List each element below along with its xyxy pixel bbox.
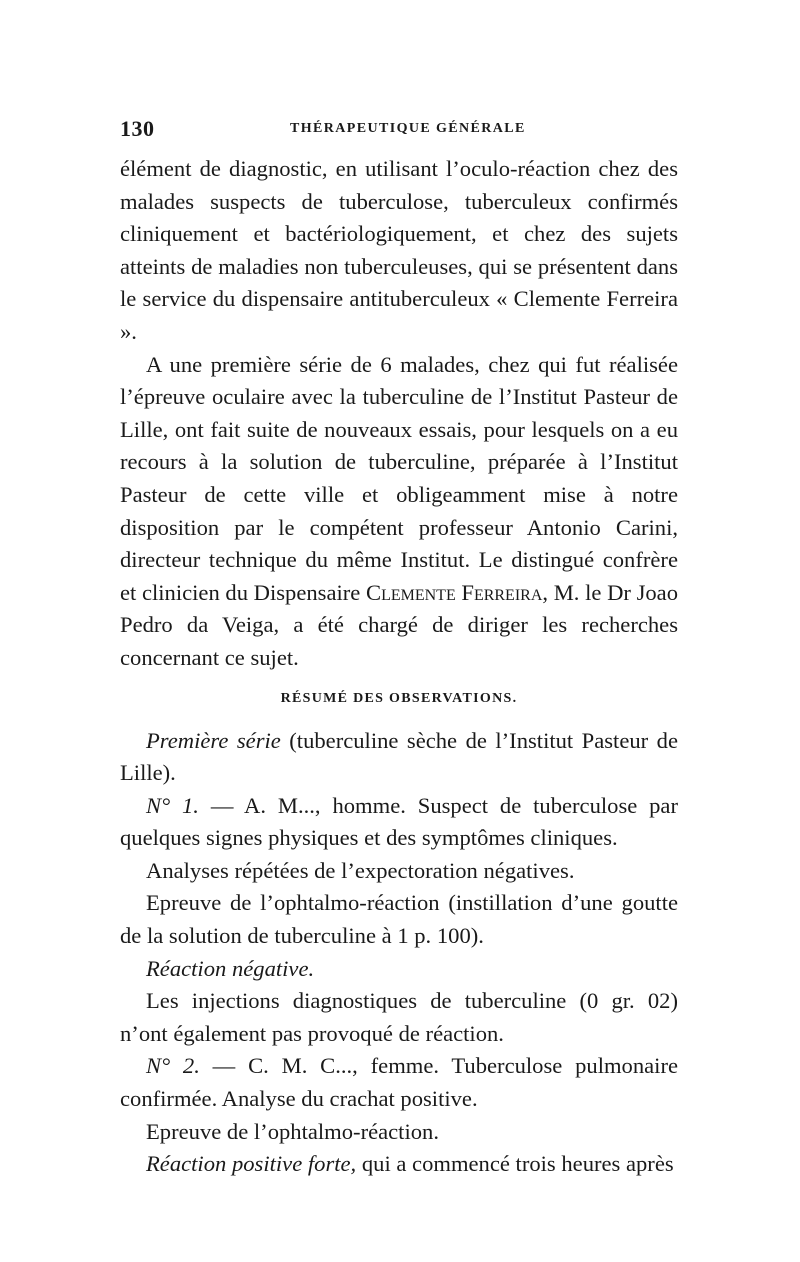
observation-2-reaction: [120, 1148, 678, 1181]
paragraph-intro: élément de diagnostic, en utilisant l’oculo-réaction chez des malades suspects de tuberculose, tuberculeux confirmés cliniquement et bactériologiquement, et chez des sujets atteints de maladies non tuberculeuses, qui se présentent dans le service du dispensaire antituberculeux « Clemente Ferreira ».: [120, 156, 678, 344]
series-title-line: [120, 725, 678, 790]
observation-2-number: N° 2.: [146, 1053, 200, 1079]
observation-2: [120, 1050, 678, 1115]
observation-1-analyses: Analyses répétées de l’expectoration négatives.: [146, 857, 575, 883]
paragraph-first-series-text-2: , M. le: [542, 579, 602, 605]
observation-1-epreuve: Epreuve de l’ophtalmo-réaction (instillation d’une goutte de la solution de tuberculine à 1 p. 100).: [120, 890, 678, 949]
paragraph-first-series: [120, 349, 678, 675]
page-header: [120, 116, 680, 144]
observation-2-text: — C. M. C..., femme. Tuberculose pulmonaire confirmée. Analyse du crachat positive.: [120, 1053, 678, 1112]
observation-1-reaction-text: Réaction négative.: [146, 955, 315, 981]
body-text: [120, 153, 678, 1181]
section-heading: RÉSUMÉ DES OBSERVATIONS.: [280, 690, 518, 706]
dispensaire-name: Clemente Ferreira: [366, 579, 543, 605]
observation-1-reaction: [120, 953, 678, 986]
paragraph-first-series-text-3: Joao Pedro da Veiga, a été chargé de diriger les recherches concernant ce sujet.: [120, 579, 679, 670]
observation-2-reaction-text: Réaction positive forte,: [146, 1151, 357, 1177]
observation-2-reaction-rest: qui a commencé trois heures après: [356, 1151, 674, 1177]
running-title: THÉRAPEUTIQUE GÉNÉRALE: [290, 121, 526, 136]
observation-1-text: — A. M..., homme. Suspect de tuberculose par quelques signes physiques et des symptômes cliniques.: [120, 792, 678, 851]
doctor-abbreviation: Dr: [607, 579, 631, 605]
observation-1-injections: Les injections diagnostiques de tuberculine (0 gr. 02) n’ont également pas provoqué de réaction.: [120, 988, 678, 1046]
series-description: (tuberculine sèche de l’Institut Pasteur de Lille).: [120, 727, 678, 786]
paragraph-first-series-text: A une première série de 6 malades, chez qui fut réalisée l’épreuve oculaire avec la tuberculine de l’Institut Pasteur de Lille, ont fait suite de nouveaux essais, pour lesquels on a eu recours à la solution de tuberculine, préparée à l’Institut Pasteur de cette ville et obligeamment mise à notre disposition par le compétent professeur Antonio Carini, directeur technique du même Institut. Le distingué confrère et clinicien du Dispensaire: [120, 351, 678, 605]
observation-1: [120, 790, 678, 855]
observation-1-number: N° 1.: [146, 792, 199, 818]
series-title: Première série: [146, 727, 281, 753]
page-number: 130: [120, 116, 155, 141]
observation-2-epreuve: Epreuve de l’ophtalmo-réaction.: [146, 1118, 439, 1144]
